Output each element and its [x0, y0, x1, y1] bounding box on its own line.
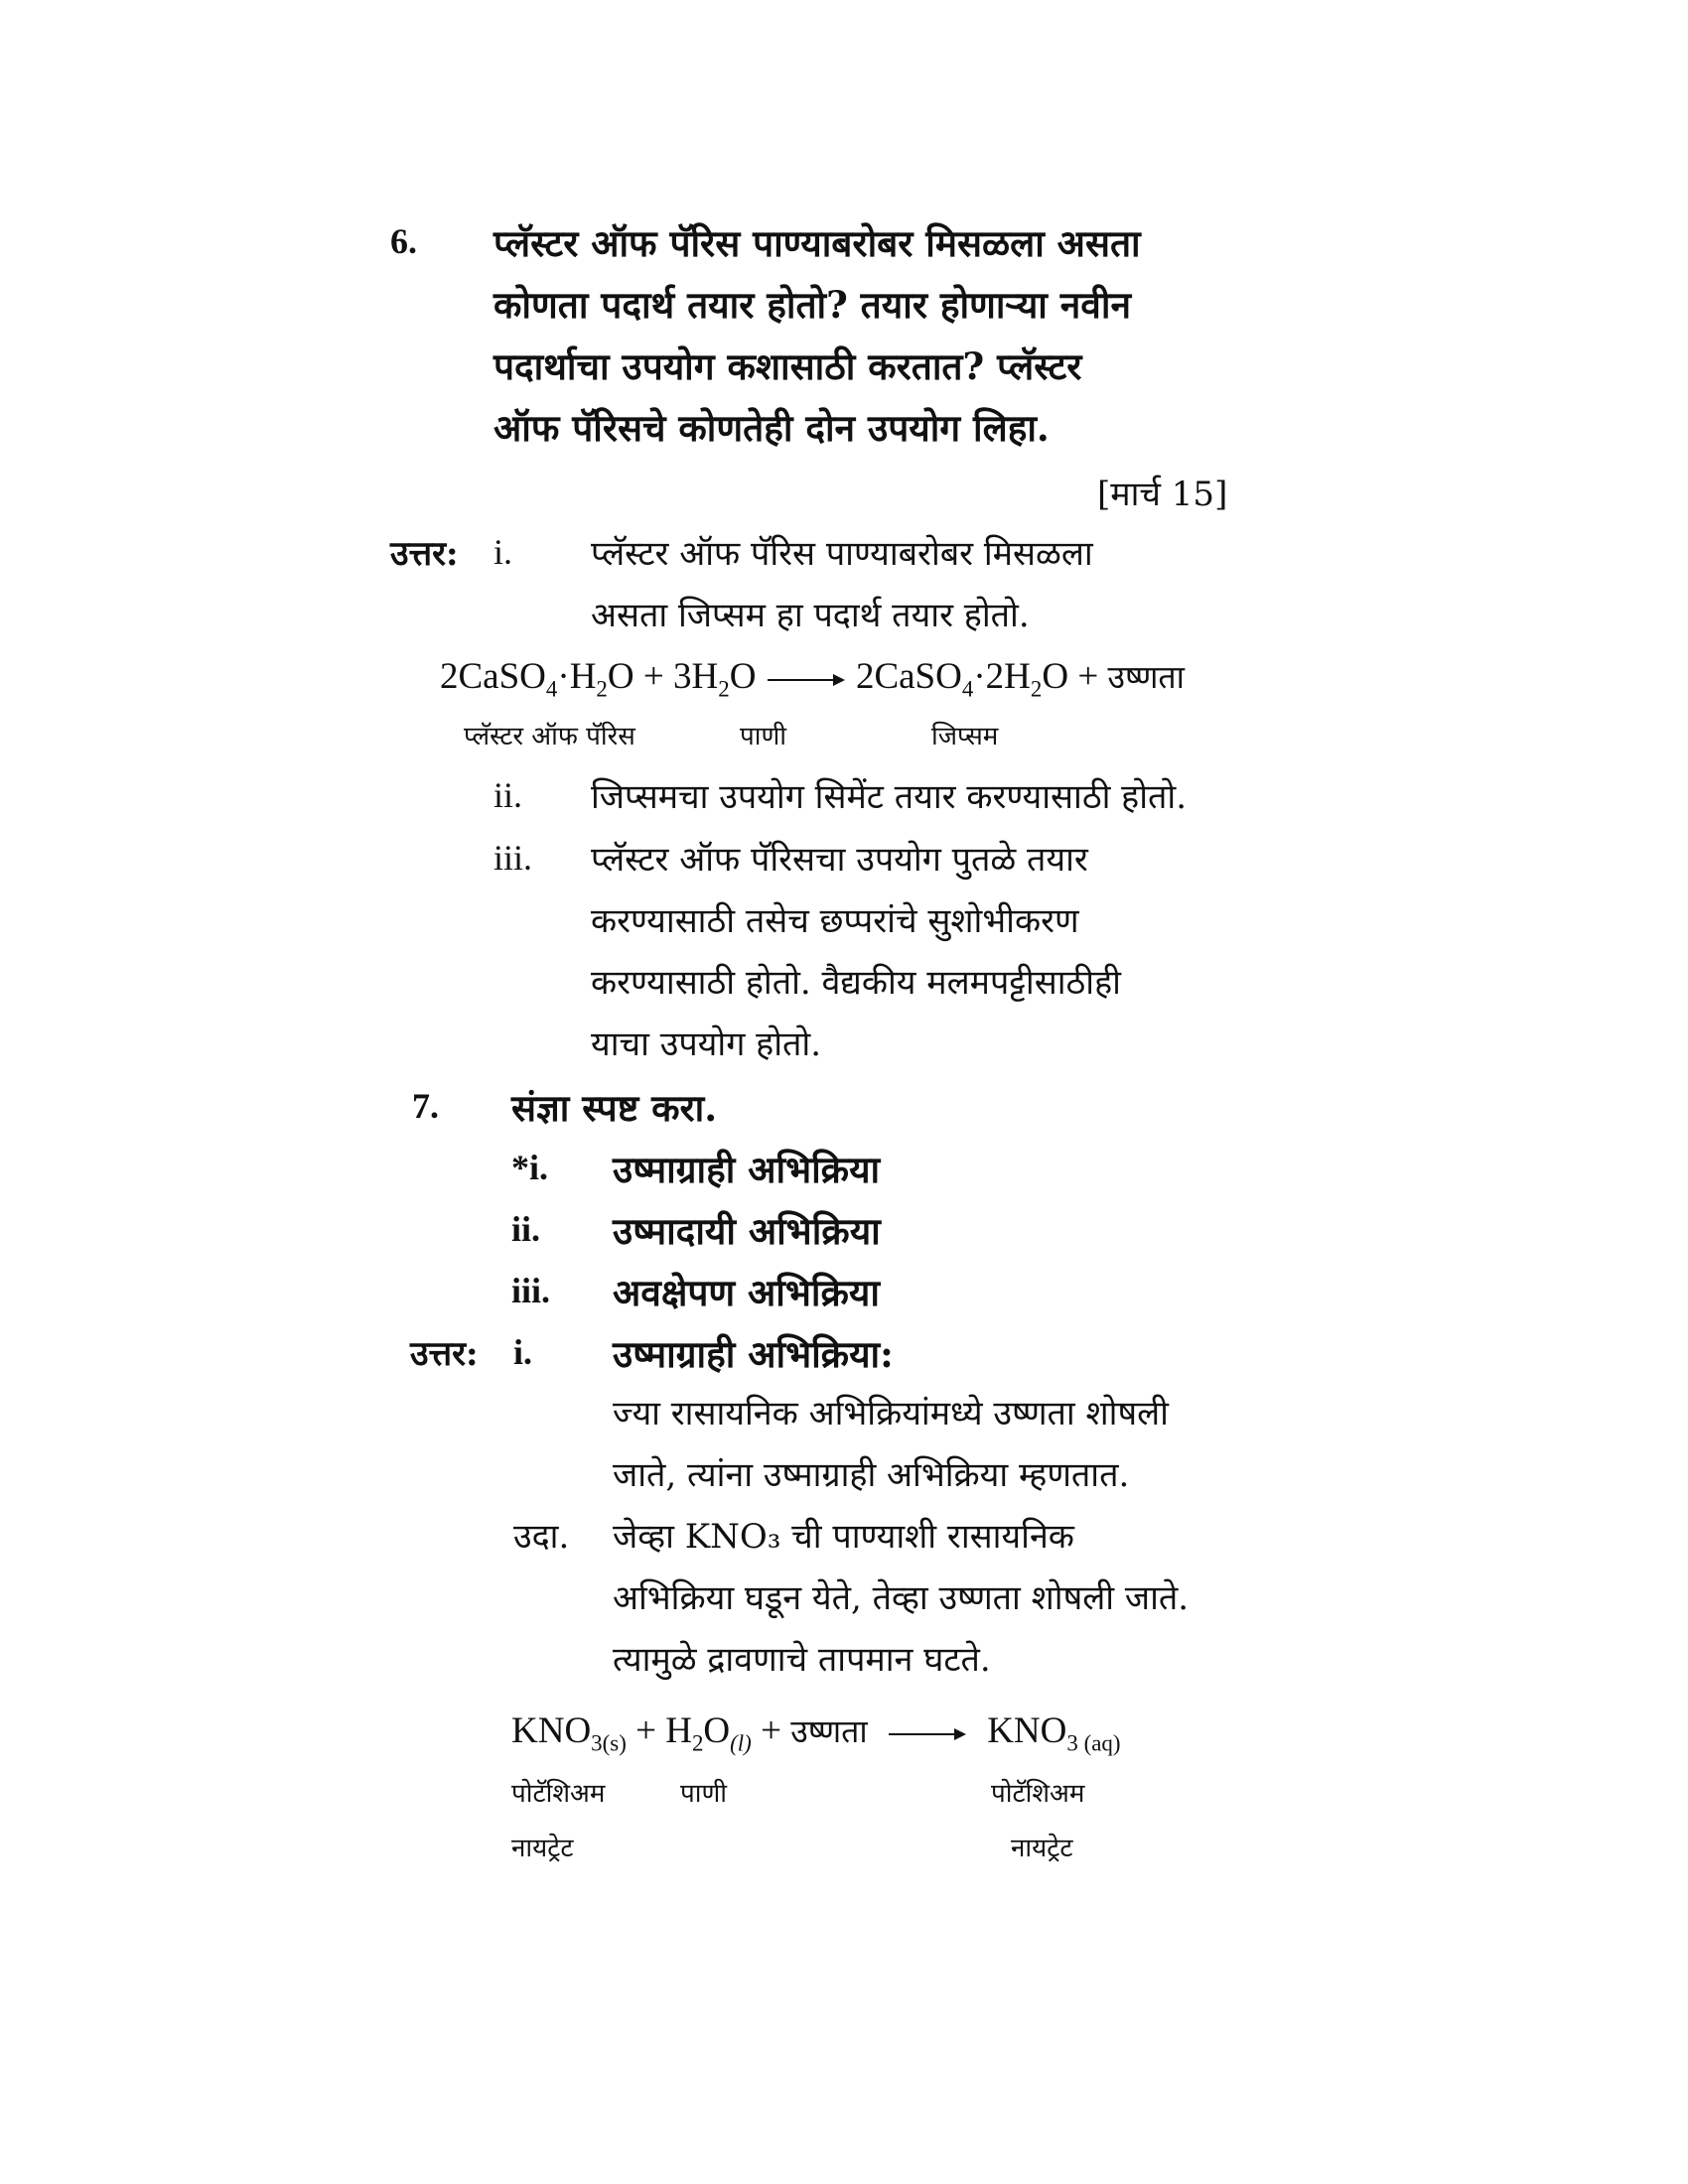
equation-label: प्लॅस्टर ऑफ पॅरिस: [464, 722, 635, 751]
plus-sign: +: [1077, 656, 1099, 697]
plus-sign: +: [635, 1710, 656, 1751]
answer-line: याचा उपयोग होतो.: [591, 1024, 822, 1064]
question-title: संज्ञा स्पष्ट करा.: [511, 1086, 718, 1130]
heat-term: उष्णता: [1107, 658, 1185, 696]
item-marker: *i.: [511, 1148, 549, 1187]
formula-part: H: [665, 1710, 692, 1751]
formula-part: ·H: [557, 656, 597, 697]
plus-sign: +: [642, 656, 664, 697]
definition-line: जाते, त्यांना उष्माग्राही अभिक्रिया म्हणतात.: [613, 1455, 1130, 1495]
formula-part: KNO: [511, 1710, 592, 1751]
equation-label: नायट्रेट: [1011, 1834, 1073, 1863]
formula-subscript: 2: [718, 676, 730, 702]
term-item: अवक्षेपण अभिक्रिया: [613, 1271, 880, 1314]
formula-part: 2CaSO: [440, 656, 546, 697]
item-marker: i.: [513, 1332, 533, 1372]
formula-subscript: 3(s): [591, 1730, 627, 1756]
formula-part: 2CaSO: [855, 656, 962, 697]
question-number: 7.: [412, 1086, 439, 1126]
formula-subscript: 4: [545, 676, 558, 702]
formula-subscript: 2: [1030, 676, 1043, 702]
formula-part: O: [607, 656, 634, 697]
formula-part: O: [1042, 656, 1069, 697]
answer-label: उत्तर:: [410, 1334, 479, 1374]
formula-part: ·2H: [973, 656, 1031, 697]
example-line: अभिक्रिया घडून येते, तेव्हा उष्णता शोषली जाते.: [613, 1578, 1190, 1618]
plus-sign: +: [761, 1710, 781, 1751]
formula-subscript: (l): [730, 1730, 752, 1756]
term-item: उष्मादायी अभिक्रिया: [613, 1209, 881, 1253]
term-item: उष्माग्राही अभिक्रिया: [613, 1148, 881, 1191]
answer-line: असता जिप्सम हा पदार्थ तयार होतो.: [591, 596, 1030, 635]
equation-label: जिप्सम: [931, 722, 999, 751]
heat-term: उष्णता: [790, 1712, 868, 1750]
formula-subscript: 2: [691, 1730, 704, 1756]
question-number: 6.: [390, 221, 417, 261]
gypsum-equation: [440, 655, 1185, 702]
definition-line: ज्या रासायनिक अभिक्रियांमध्ये उष्णता शोषली: [613, 1394, 1169, 1433]
item-marker: i.: [493, 532, 513, 572]
item-marker: ii.: [511, 1209, 541, 1249]
question-line: ऑफ पॅरिसचे कोणतेही दोन उपयोग लिहा.: [493, 406, 1050, 450]
formula-subscript: 4: [961, 676, 974, 702]
formula-subscript: 3 (aq): [1066, 1730, 1121, 1756]
answer-heading: उष्माग्राही अभिक्रिया:: [613, 1332, 894, 1376]
equation-label: पाणी: [740, 722, 787, 751]
example-line: त्यामुळे द्रावणाचे तापमान घटते.: [613, 1640, 991, 1680]
formula-part: O: [703, 1710, 731, 1751]
answer-line: जिप्समचा उपयोग सिमेंट तयार करण्यासाठी होतो.: [591, 777, 1188, 817]
item-marker: iii.: [511, 1271, 551, 1310]
equation-label: पाणी: [680, 1779, 728, 1809]
answer-label: उत्तर:: [390, 534, 459, 574]
item-marker: iii.: [493, 838, 533, 878]
reaction-arrow-icon: [887, 1724, 968, 1744]
reaction-arrow-icon: [766, 670, 847, 690]
item-marker: ii.: [493, 775, 523, 815]
example-label: उदा.: [513, 1517, 570, 1557]
answer-line: प्लॅस्टर ऑफ पॅरिस पाण्याबरोबर मिसळला: [591, 534, 1093, 574]
equation-label: पोटॅशिअम: [991, 1779, 1085, 1809]
equation-label: नायट्रेट: [511, 1834, 574, 1863]
answer-line: करण्यासाठी तसेच छप्परांचे सुशोभीकरण: [591, 901, 1079, 941]
formula-part: 3H: [673, 656, 719, 697]
answer-line: प्लॅस्टर ऑफ पॅरिसचा उपयोग पुतळे तयार: [591, 840, 1088, 880]
answer-line: करण्यासाठी होतो. वैद्यकीय मलमपट्टीसाठीही: [591, 963, 1121, 1003]
equation-label: पोटॅशिअम: [511, 1779, 606, 1809]
example-line: जेव्हा KNO₃ ची पाण्याशी रासायनिक: [613, 1517, 1074, 1557]
question-line: प्लॅस्टर ऑफ पॅरिस पाण्याबरोबर मिसळला असता: [493, 221, 1141, 265]
formula-part: O: [729, 656, 757, 697]
exam-reference: [मार्च 15]: [1097, 475, 1228, 514]
formula-subscript: 2: [596, 676, 608, 702]
kno3-equation: [511, 1709, 1121, 1756]
question-line: कोणता पदार्थ तयार होतो? तयार होणाऱ्या नवीन: [493, 283, 1131, 327]
formula-part: KNO: [987, 1710, 1067, 1751]
question-line: पदार्थाचा उपयोग कशासाठी करतात? प्लॅस्टर: [493, 344, 1082, 388]
